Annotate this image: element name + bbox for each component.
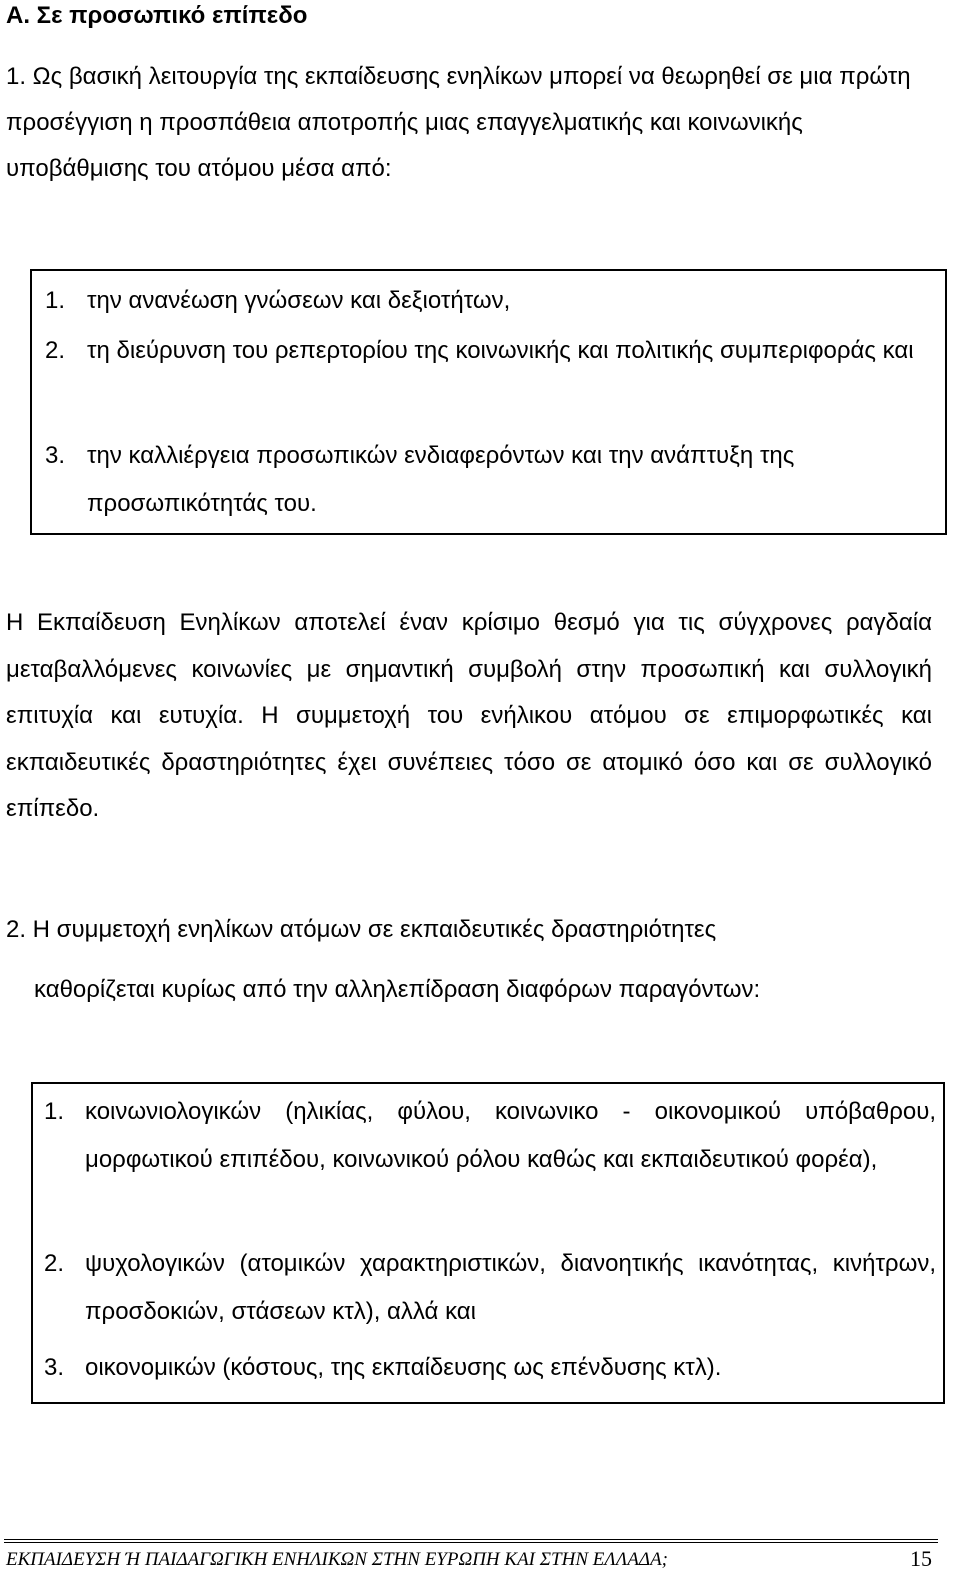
answer-item-number: 1.: [45, 287, 66, 314]
footer-divider: [4, 1539, 938, 1540]
section-heading: Α. Σε προσωπικό επίπεδο: [6, 2, 308, 29]
answer-item-number: 2.: [45, 337, 66, 364]
answer-item-1: [44, 1088, 936, 1184]
answer-item-number: 2.: [44, 1250, 65, 1277]
question-2-answer-box: [31, 1082, 945, 1404]
answer-item-text: οικονομικών (κόστους, της εκπαίδευσης ως επένδυσης κτλ).: [85, 1354, 722, 1381]
answer-item-1: [45, 277, 925, 325]
question-1: 1. Ως βασική λειτουργία της εκπαίδευσης ενηλίκων μπορεί να θεωρηθεί σε μια πρώτη προσέγγιση η προσπάθεια αποτροπής μιας επαγγελματικής και κοινωνικής υποβάθμισης του ατόμου μέσα από:: [6, 63, 911, 182]
answer-item-text: την καλλιέργεια προσωπικών ενδιαφερόντων και την ανάπτυξη της προσωπικότητάς του.: [87, 442, 795, 517]
question-1-answer-box: [30, 269, 947, 535]
answer-item-2: [44, 1240, 936, 1336]
answer-item-number: 3.: [45, 442, 66, 469]
answer-item-text: κοινωνιολογικών (ηλικίας, φύλου, κοινωνικο - οικονομικού υπόβαθρου, μορφωτικού επιπέδου, κοινωνικού ρόλου καθώς και εκπαιδευτικού φορέα),: [85, 1098, 936, 1173]
page-number: 15: [910, 1546, 932, 1571]
footer-title: ΕΚΠΑΙΔΕΥΣΗ Ή ΠΑΙΔΑΓΩΓΙΚΗ ΕΝΗΛΙΚΩΝ ΣΤΗΝ ΕΥΡΩΠΗ ΚΑΙ ΣΤΗΝ ΕΛΛΑΔΑ;: [6, 1549, 669, 1570]
answer-item-3: [44, 1344, 936, 1392]
body-paragraph: Η Εκπαίδευση Ενηλίκων αποτελεί έναν κρίσιμο θεσμό για τις σύγχρονες ραγδαία μεταβαλλόμενες κοινωνίες με σημαντική συμβολή στην προσωπική και συλλογική επιτυχία και ευτυχία. Η συμμετοχή του ενήλικου ατόμου σε επιμορφωτικές και εκπαιδευτικές δραστηριότητες έχει συνέπειες τόσο σε ατομικό όσο και σε συλλογικό επίπεδο.: [6, 609, 932, 822]
answer-item-number: 3.: [44, 1354, 65, 1381]
answer-item-3: [45, 432, 925, 528]
question-2-line-2: καθορίζεται κυρίως από την αλληλεπίδραση διαφόρων παραγόντων:: [34, 976, 761, 1003]
question-2-line-1: 2. Η συμμετοχή ενηλίκων ατόμων σε εκπαιδευτικές δραστηριότητες: [6, 916, 717, 943]
answer-item-number: 1.: [44, 1098, 65, 1125]
answer-item-text: ψυχολογικών (ατομικών χαρακτηριστικών, διανοητικής ικανότητας, κινήτρων, προσδοκιών, στάσεων κτλ), αλλά και: [85, 1250, 936, 1325]
footer-divider: [4, 1542, 938, 1543]
answer-item-text: τη διεύρυνση του ρεπερτορίου της κοινωνικής και πολιτικής συμπεριφοράς και: [87, 337, 914, 364]
answer-item-2: [45, 327, 925, 375]
answer-item-text: την ανανέωση γνώσεων και δεξιοτήτων,: [87, 287, 511, 314]
